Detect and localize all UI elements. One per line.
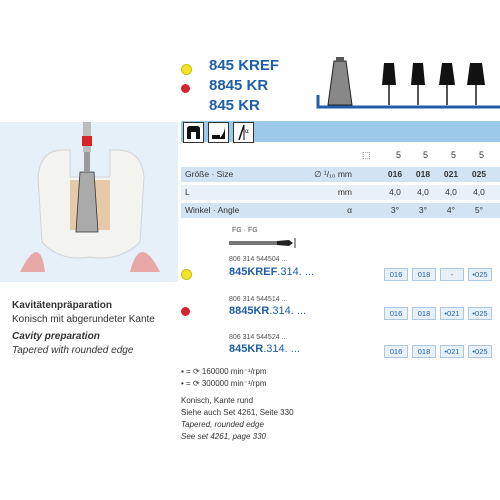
pack-qty-2: 5 (423, 150, 429, 160)
article-3-cell-018[interactable]: 018 (412, 345, 436, 358)
article-1-cell-018[interactable]: 018 (412, 268, 436, 281)
table-row-length: L mm 4,0 4,0 4,0 4,0 (181, 185, 500, 200)
info-line-3: Tapered, rounded edge (181, 420, 264, 429)
article-2-cell-018[interactable]: 018 (412, 307, 436, 320)
description-de-subtitle: Konisch mit abgerundeter Kante (12, 314, 155, 325)
bur-illustrations (300, 55, 500, 115)
red-variant-dot (181, 84, 190, 93)
large-bur-icon (328, 57, 352, 105)
angle-icon (233, 122, 254, 143)
small-bur-icon-016 (382, 63, 396, 105)
article-number-3: 845KR.314. ... (229, 343, 300, 355)
shank-label: FG · FG (232, 227, 258, 234)
info-line-4: See set 4261, page 330 (181, 432, 266, 441)
tooth-illustration (0, 122, 178, 282)
article-number-1: 845KREF.314. ... (229, 266, 314, 278)
table-row-angle: Winkel · Angle α 3° 3° 4° 5° (181, 203, 500, 218)
info-line-2: Siehe auch Set 4261, Seite 330 (181, 408, 294, 417)
article-number-small-1: 806 314 544504 ... (229, 256, 288, 263)
pack-qty-4: 5 (479, 150, 485, 160)
article-1-cell-021[interactable]: - (440, 268, 464, 281)
speed-note-2: • = ⟳ 300000 min⁻¹/rpm (181, 379, 267, 388)
article-1-cell-016[interactable]: 016 (384, 268, 408, 281)
article-3-cell-021[interactable]: •021 (440, 345, 464, 358)
small-bur-icon-018 (411, 63, 425, 105)
small-bur-icon-021 (439, 63, 455, 105)
article-yellow-dot (181, 269, 192, 280)
table-row-size: Größe · Size ∅ ¹/₁₀ mm 016 018 021 025 (181, 167, 500, 182)
pack-icon: ⬚ (362, 150, 371, 160)
description-en-title: Cavity preparation (12, 331, 100, 342)
variant-code-845kref: 845 KREF (209, 57, 280, 74)
description-en-subtitle: Tapered with rounded edge (12, 345, 134, 356)
article-3-cell-025[interactable]: •025 (468, 345, 492, 358)
article-number-small-2: 806 314 544514 ... (229, 296, 288, 303)
article-number-2: 8845KR.314. ... (229, 305, 307, 317)
pack-qty-3: 5 (451, 150, 457, 160)
small-bur-icon-025 (467, 63, 485, 105)
article-2-cell-016[interactable]: 016 (384, 307, 408, 320)
svg-text:α: α (245, 128, 249, 135)
info-line-1: Konisch, Kante rund (181, 396, 254, 405)
yellow-variant-dot (181, 64, 192, 75)
description-de-title: Kavitätenpräparation (12, 300, 113, 311)
article-1-cell-025[interactable]: •025 (468, 268, 492, 281)
article-number-small-3: 806 314 544524 ... (229, 334, 288, 341)
article-2-cell-021[interactable]: •021 (440, 307, 464, 320)
article-3-cell-016[interactable]: 016 (384, 345, 408, 358)
pack-qty-1: 5 (396, 150, 402, 160)
variant-code-845kr: 845 KR (209, 97, 260, 114)
article-red-dot (181, 307, 190, 316)
variant-code-8845kr: 8845 KR (209, 77, 269, 94)
article-2-cell-025[interactable]: •025 (468, 307, 492, 320)
cavity-icon-1 (183, 122, 204, 143)
shank-bur-icon (227, 237, 307, 249)
speed-note-1: ▪ = ⟳ 160000 min⁻¹/rpm (181, 367, 267, 376)
cavity-icon-2 (208, 122, 229, 143)
